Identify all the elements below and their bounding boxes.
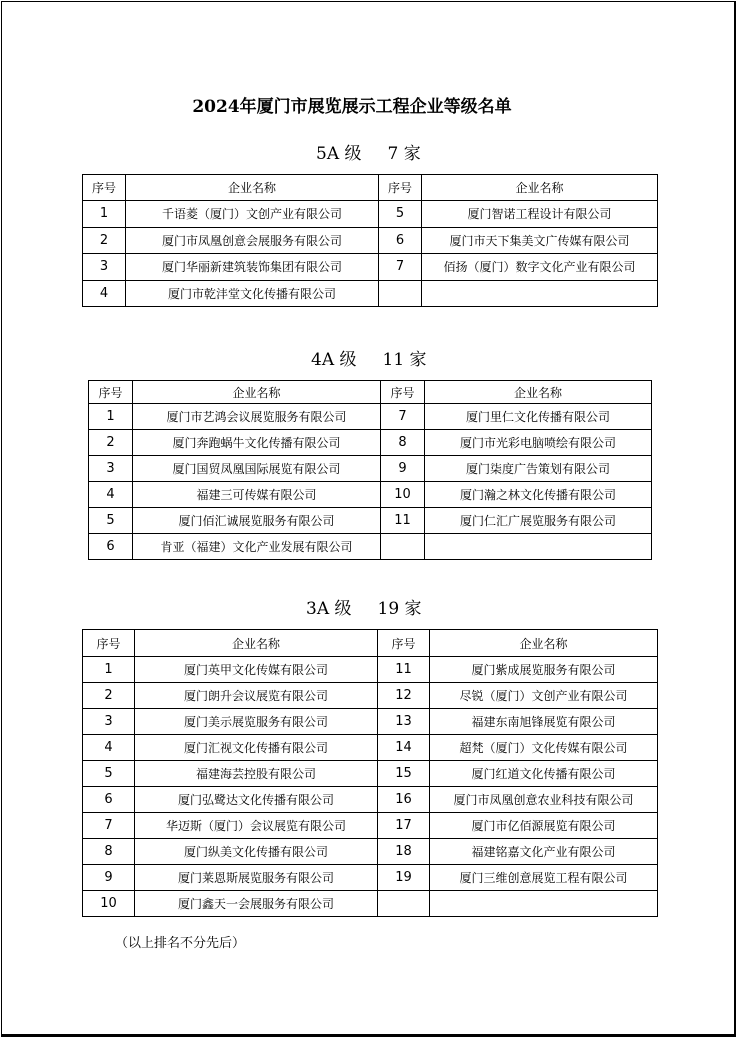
company-number — [379, 280, 422, 307]
company-number: 11 — [378, 657, 430, 683]
grade-label: 4A 级 — [311, 350, 357, 370]
company-number: 2 — [83, 227, 126, 254]
table-row — [83, 254, 658, 281]
company-name: 厦门华丽新建筑装饰集团有限公司 — [126, 254, 379, 281]
company-name: 福建海芸控股有限公司 — [135, 761, 378, 787]
company-name: 千语菱（厦门）文创产业有限公司 — [126, 201, 379, 228]
col-header-name: 企业名称 — [135, 630, 378, 657]
company-number: 7 — [83, 813, 135, 839]
company-number: 9 — [83, 865, 135, 891]
table-row — [83, 813, 658, 839]
col-header-no: 序号 — [378, 630, 430, 657]
table-row — [83, 657, 658, 683]
grade-count: 11 家 — [382, 350, 427, 370]
company-number: 8 — [381, 430, 425, 456]
company-number: 2 — [83, 683, 135, 709]
company-name: 厦门奔跑蜗牛文化传播有限公司 — [133, 430, 381, 456]
company-number: 19 — [378, 865, 430, 891]
company-name: 厦门里仁文化传播有限公司 — [425, 404, 652, 430]
company-number: 6 — [379, 227, 422, 254]
document-page — [1, 1, 736, 1037]
company-number: 6 — [89, 534, 133, 560]
col-header-name: 企业名称 — [422, 175, 658, 201]
company-name: 尽锐（厦门）文创产业有限公司 — [430, 683, 658, 709]
col-header-no: 序号 — [83, 175, 126, 201]
company-number: 5 — [379, 201, 422, 228]
company-name: 厦门紫成展览服务有限公司 — [430, 657, 658, 683]
table-row — [83, 787, 658, 813]
company-name: 厦门智诺工程设计有限公司 — [422, 201, 658, 228]
company-name: 厦门市凤凰创意会展服务有限公司 — [126, 227, 379, 254]
company-number: 3 — [89, 456, 133, 482]
col-header-no: 序号 — [89, 381, 133, 404]
company-table-3a — [82, 629, 658, 917]
page-title: 2024年厦门市展览展示工程企业等级名单 — [192, 97, 512, 117]
table-row — [83, 839, 658, 865]
table-row — [89, 430, 652, 456]
grade-heading-5a — [316, 139, 421, 164]
company-number: 4 — [83, 735, 135, 761]
company-name: 厦门市光彩电脑喷绘有限公司 — [425, 430, 652, 456]
company-name: 厦门莱恩斯展览服务有限公司 — [135, 865, 378, 891]
company-name: 厦门柒度广告策划有限公司 — [425, 456, 652, 482]
table-row — [83, 891, 658, 917]
table-row — [83, 201, 658, 228]
company-name: 厦门市天下集美文广传媒有限公司 — [422, 227, 658, 254]
company-number: 5 — [83, 761, 135, 787]
company-number: 1 — [83, 657, 135, 683]
company-number: 18 — [378, 839, 430, 865]
company-number: 1 — [83, 201, 126, 228]
company-number: 4 — [89, 482, 133, 508]
company-name: 福建三可传媒有限公司 — [133, 482, 381, 508]
company-name: 厦门佰汇诚展览服务有限公司 — [133, 508, 381, 534]
company-name: 厦门仁汇广展览服务有限公司 — [425, 508, 652, 534]
company-name: 厦门红道文化传播有限公司 — [430, 761, 658, 787]
table-header-row — [83, 175, 658, 201]
company-name — [425, 534, 652, 560]
grade-heading-3a — [306, 594, 422, 619]
grade-label: 5A 级 — [316, 144, 362, 164]
table-row — [83, 709, 658, 735]
col-header-no: 序号 — [379, 175, 422, 201]
company-number: 2 — [89, 430, 133, 456]
company-name: 厦门市乾沣堂文化传播有限公司 — [126, 280, 379, 307]
company-name: 厦门纵美文化传播有限公司 — [135, 839, 378, 865]
grade-heading-4a — [311, 345, 427, 370]
company-number: 5 — [89, 508, 133, 534]
company-number: 3 — [83, 709, 135, 735]
company-name — [430, 891, 658, 917]
company-number: 1 — [89, 404, 133, 430]
table-row — [89, 534, 652, 560]
company-number: 17 — [378, 813, 430, 839]
table-row — [89, 456, 652, 482]
company-name: 厦门鑫天一会展服务有限公司 — [135, 891, 378, 917]
company-name: 佰扬（厦门）数字文化产业有限公司 — [422, 254, 658, 281]
company-number: 15 — [378, 761, 430, 787]
company-number: 9 — [381, 456, 425, 482]
company-table-5a — [82, 174, 658, 307]
col-header-name: 企业名称 — [425, 381, 652, 404]
company-number: 8 — [83, 839, 135, 865]
company-name: 厦门三维创意展览工程有限公司 — [430, 865, 658, 891]
company-table-4a — [88, 380, 652, 560]
company-number: 10 — [83, 891, 135, 917]
company-number: 7 — [381, 404, 425, 430]
company-number — [378, 891, 430, 917]
company-number: 14 — [378, 735, 430, 761]
company-name: 厦门英甲文化传媒有限公司 — [135, 657, 378, 683]
table-row — [89, 404, 652, 430]
company-name: 厦门朗升会议展览有限公司 — [135, 683, 378, 709]
company-name: 厦门瀚之林文化传播有限公司 — [425, 482, 652, 508]
company-name: 厦门国贸凤凰国际展览有限公司 — [133, 456, 381, 482]
footnote: （以上排名不分先后） — [115, 936, 246, 951]
table-row — [83, 280, 658, 307]
company-number: 12 — [378, 683, 430, 709]
company-name: 福建东南旭锋展览有限公司 — [430, 709, 658, 735]
table-row — [83, 735, 658, 761]
company-number: 16 — [378, 787, 430, 813]
company-name: 厦门美示展览服务有限公司 — [135, 709, 378, 735]
company-name: 厦门汇视文化传播有限公司 — [135, 735, 378, 761]
company-name: 厦门弘鹭达文化传播有限公司 — [135, 787, 378, 813]
table-row — [89, 482, 652, 508]
table-header-row — [89, 381, 652, 404]
company-name — [422, 280, 658, 307]
table-row — [83, 683, 658, 709]
company-name: 厦门市凤凰创意农业科技有限公司 — [430, 787, 658, 813]
grade-label: 3A 级 — [306, 599, 352, 619]
table-row — [89, 508, 652, 534]
company-number: 11 — [381, 508, 425, 534]
company-number: 7 — [379, 254, 422, 281]
col-header-name: 企业名称 — [126, 175, 379, 201]
col-header-no: 序号 — [381, 381, 425, 404]
company-name: 华迈斯（厦门）会议展览有限公司 — [135, 813, 378, 839]
company-number: 6 — [83, 787, 135, 813]
company-number — [381, 534, 425, 560]
table-header-row — [83, 630, 658, 657]
company-number: 13 — [378, 709, 430, 735]
company-name: 福建铭嘉文化产业有限公司 — [430, 839, 658, 865]
table-row — [83, 761, 658, 787]
col-header-name: 企业名称 — [430, 630, 658, 657]
company-number: 10 — [381, 482, 425, 508]
table-row — [83, 865, 658, 891]
company-name: 超梵（厦门）文化传媒有限公司 — [430, 735, 658, 761]
company-name: 厦门市亿佰源展览有限公司 — [430, 813, 658, 839]
grade-count: 7 家 — [387, 144, 421, 164]
col-header-name: 企业名称 — [133, 381, 381, 404]
company-name: 肯亚（福建）文化产业发展有限公司 — [133, 534, 381, 560]
table-row — [83, 227, 658, 254]
grade-count: 19 家 — [377, 599, 422, 619]
col-header-no: 序号 — [83, 630, 135, 657]
company-number: 3 — [83, 254, 126, 281]
company-number: 4 — [83, 280, 126, 307]
company-name: 厦门市艺鸿会议展览服务有限公司 — [133, 404, 381, 430]
